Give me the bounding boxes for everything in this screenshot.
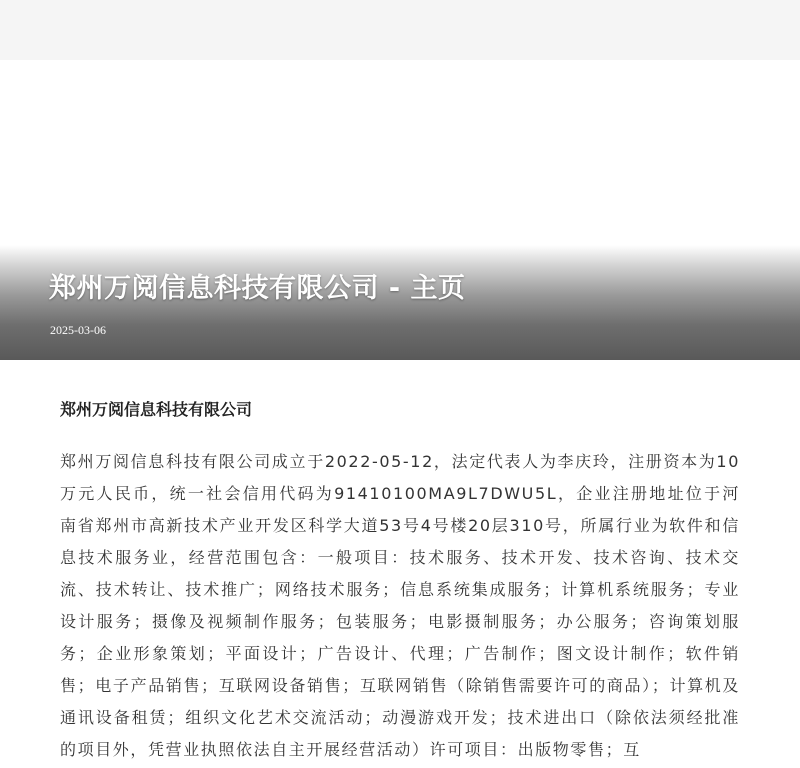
article-content	[0, 360, 800, 766]
page-title: 郑州万阅信息科技有限公司 - 主页	[49, 273, 466, 304]
hero-banner	[0, 60, 800, 360]
company-description: 郑州万阅信息科技有限公司成立于2022-05-12，法定代表人为李庆玲，注册资本为10万元人民币，统一社会信用代码为91410100MA9L7DWU5L，企业注册地址位于河南省郑州市高新技术产业开发区科学大道53号4号楼20层310号，所属行业为软件和信息技术服务业，经营范围包含：一般项目：技术服务、技术开发、技术咨询、技术交流、技术转让、技术推广；网络技术服务；信息系统集成服务；计算机系统服务；专业设计服务；摄像及视频制作服务；包装服务；电影摄制服务；办公服务；咨询策划服务；企业形象策划；平面设计；广告设计、代理；广告制作；图文设计制作；软件销售；电子产品销售；互联网设备销售；互联网销售（除销售需要许可的商品）；计算机及通讯设备租赁；组织文化艺术交流活动；动漫游戏开发；技术进出口（除依法须经批准的项目外，凭营业执照依法自主开展经营活动）许可项目：出版物零售；互	[60, 452, 740, 759]
top-bar	[0, 0, 800, 60]
publish-date: 2025-03-06	[50, 323, 106, 337]
company-name-heading: 郑州万阅信息科技有限公司	[60, 400, 253, 419]
